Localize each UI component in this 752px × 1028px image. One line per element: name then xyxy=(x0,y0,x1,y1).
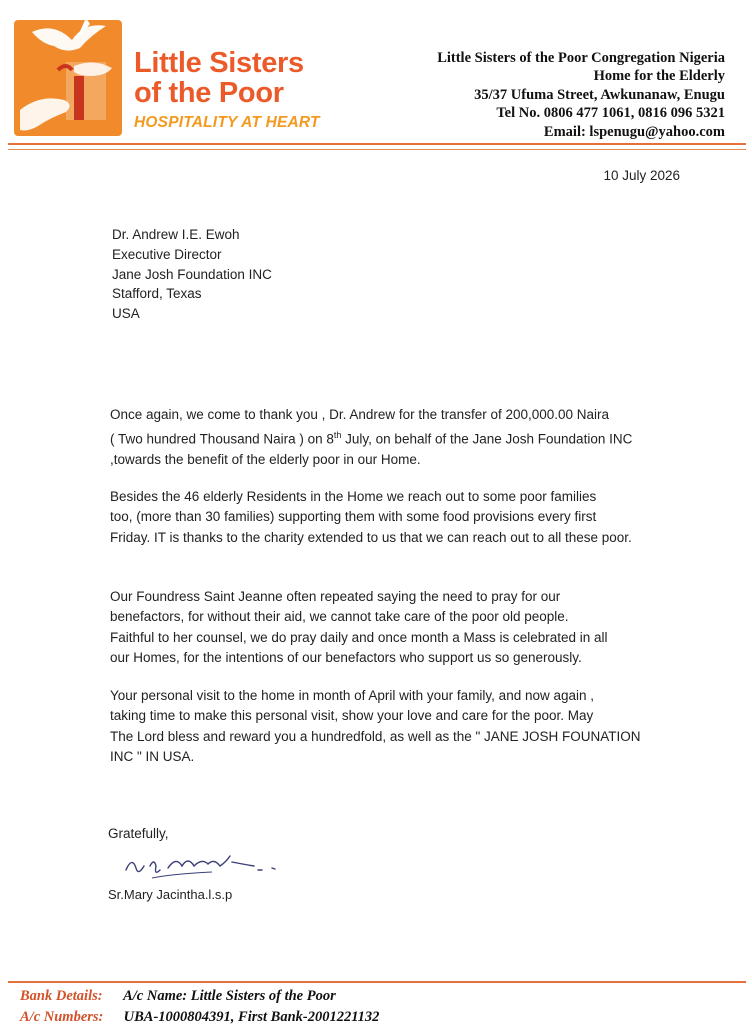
brand-name-line1: Little Sisters xyxy=(134,47,304,79)
header-rule-thin xyxy=(8,149,746,150)
paragraph-line: Friday. IT is thanks to the charity extended to us that we can reach out to all these poor. xyxy=(110,529,632,545)
handwritten-signature-icon xyxy=(122,848,292,884)
contact-address: 35/37 Ufuma Street, Awkunanaw, Enugu xyxy=(474,86,725,103)
brand-wordmark xyxy=(134,48,364,132)
paragraph-line: ( Two hundred Thousand Naira ) on 8th July, on behalf of the Jane Josh Foundation INC xyxy=(110,430,633,447)
dove-and-hands-logo-icon xyxy=(14,14,122,136)
bank-numbers-row xyxy=(20,1007,379,1028)
paragraph-line: ,towards the benefit of the elderly poor in our Home. xyxy=(110,452,421,468)
paragraph-visit xyxy=(110,686,680,768)
recipient-country: USA xyxy=(112,306,140,322)
paragraph-line: Once again, we come to thank you , Dr. Andrew for the transfer of 200,000.00 Naira xyxy=(110,407,610,422)
contact-home: Home for the Elderly xyxy=(593,68,725,85)
recipient-address xyxy=(112,225,272,324)
paragraph-line: benefactors, for without their aid, we cannot take care of the poor old people. xyxy=(110,609,569,625)
paragraph-line: too, (more than 30 families) supporting them with some food provisions every first xyxy=(110,509,597,525)
contact-email: Email: lspenugu@yahoo.com xyxy=(543,123,725,140)
bank-account-name: A/c Name: Little Sisters of the Poor xyxy=(123,988,336,1004)
letter-date: 10 July 2026 xyxy=(603,168,680,183)
bank-details-label: Bank Details: xyxy=(20,988,103,1004)
paragraph-line: Faithful to her counsel, we do pray daily and once month a Mass is celebrated in all xyxy=(110,629,608,645)
account-numbers-label: A/c Numbers: xyxy=(20,1009,104,1025)
paragraph-thanks xyxy=(110,405,680,471)
header-rule xyxy=(8,143,746,145)
contact-organization: Little Sisters of the Poor Congregation Nigeria xyxy=(437,50,725,66)
paragraph-residents xyxy=(110,487,680,548)
account-numbers: UBA-1000804391, First Bank-2001221132 xyxy=(123,1009,380,1025)
recipient-organization: Jane Josh Foundation INC xyxy=(112,266,272,282)
footer-rule xyxy=(8,981,746,983)
paragraph-line: INC " IN USA. xyxy=(110,749,195,765)
paragraph-line: Besides the 46 elderly Residents in the Home we reach out to some poor families xyxy=(110,489,597,504)
paragraph-line: Your personal visit to the home in month of April with your family, and now again , xyxy=(110,688,595,703)
paragraph-foundress xyxy=(110,587,680,669)
closing: Gratefully, xyxy=(108,826,169,841)
paragraph-line: The Lord bless and reward you a hundredfold, as well as the " JANE JOSH FOUNATION xyxy=(110,728,641,744)
recipient-name: Dr. Andrew I.E. Ewoh xyxy=(112,227,240,242)
brand-name-line2: of the Poor xyxy=(134,77,284,109)
contact-phone: Tel No. 0806 477 1061, 0816 096 5321 xyxy=(496,105,725,122)
paragraph-line: our Homes, for the intentions of our benefactors who support us so generously. xyxy=(110,650,582,666)
contact-block xyxy=(365,49,725,141)
bank-name-row xyxy=(20,986,379,1007)
recipient-city: Stafford, Texas xyxy=(112,286,202,302)
brand-tagline: HOSPITALITY AT HEART xyxy=(134,114,320,131)
recipient-title: Executive Director xyxy=(112,246,222,262)
signer-name: Sr.Mary Jacintha.l.s.p xyxy=(108,887,233,902)
paragraph-line: Our Foundress Saint Jeanne often repeated saying the need to pray for our xyxy=(110,589,561,604)
paragraph-line: taking time to make this personal visit, show your love and care for the poor. May xyxy=(110,708,594,724)
bank-details xyxy=(20,986,379,1028)
